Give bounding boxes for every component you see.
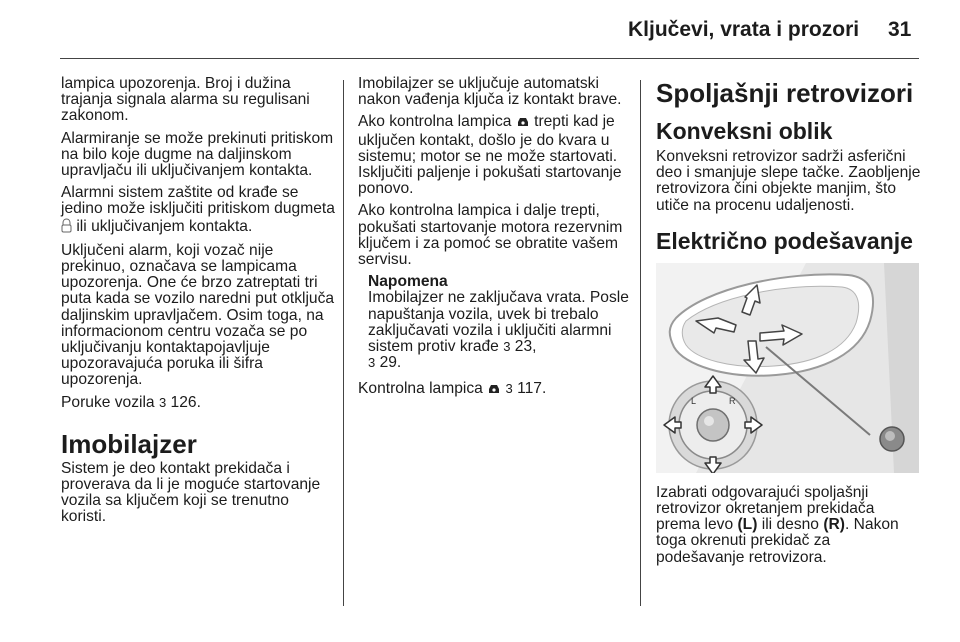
mirror-adjustment-illustration bbox=[656, 263, 919, 473]
column-left bbox=[61, 76, 337, 532]
switch-label-right: R bbox=[729, 395, 736, 406]
page-number: 31 bbox=[888, 18, 912, 41]
switch-label-left: L bbox=[691, 395, 697, 406]
page-reference: 23, bbox=[514, 338, 537, 356]
note-box bbox=[368, 274, 634, 371]
page-reference: 126 bbox=[170, 393, 197, 411]
arrow-reference-icon: 3 bbox=[503, 339, 511, 355]
arrow-reference-icon: 3 bbox=[158, 394, 167, 410]
column-right bbox=[656, 78, 922, 572]
text: Kontrolna lampica bbox=[358, 380, 483, 398]
page-reference: 117. bbox=[517, 380, 547, 398]
text: Izabrati odgovarajući spoljašnji retrovizor okretanjem prekidača prema levo bbox=[656, 483, 875, 534]
text: . Nakon toga okrenuti prekidač za podešavanje retrovizora. bbox=[656, 516, 899, 566]
note-title: Napomena bbox=[368, 273, 448, 291]
column-middle bbox=[358, 76, 634, 406]
immobilizer-lamp-icon bbox=[516, 116, 530, 132]
paragraph: Alarmiranje se može prekinuti pritiskom na bilo koje dugme na daljinskom upravljaču ili uključivanjem kontakta. bbox=[61, 129, 334, 180]
header-rule bbox=[60, 58, 919, 59]
header-title: Ključevi, vrata i prozori bbox=[628, 18, 860, 41]
paragraph bbox=[656, 485, 922, 566]
switch-right-label: (R) bbox=[823, 516, 845, 534]
text: Alarmni sistem zaštite od krađe se jedino može isključiti pritiskom dugmeta bbox=[61, 184, 335, 218]
paragraph bbox=[358, 114, 634, 197]
column-divider bbox=[640, 80, 641, 606]
text: Poruke vozila bbox=[61, 393, 155, 411]
paragraph: Imobilajzer se uključuje automatski nakon vađenja ključa iz kontakt brave. bbox=[358, 75, 622, 109]
paragraph bbox=[61, 185, 337, 237]
section-heading: Spoljašnji retrovizori bbox=[656, 78, 914, 108]
switch-left-label: (L) bbox=[737, 516, 758, 534]
text: ili uključivanjem kontakta. bbox=[76, 217, 253, 235]
text: ili desno bbox=[761, 516, 819, 534]
section-heading: Imobilajzer bbox=[61, 428, 197, 459]
text: Imobilajzer ne zaključava vrata. Posle napuštanja vozila, uvek bi trebalo zaključavati vozila i uključiti alarmni sistem protiv krađe bbox=[368, 289, 629, 356]
arrow-reference-icon: 3 bbox=[368, 355, 376, 371]
paragraph: Ako kontrolna lampica i dalje trepti, pokušati startovanje motora rezervnim ključem i za pomoć se obratite vašem servisu. bbox=[358, 202, 623, 269]
paragraph: Sistem je deo kontakt prekidača i proverava da li je moguće startovanje vozila sa ključem koji se trenutno koristi. bbox=[61, 459, 321, 526]
arrow-reference-icon: 3 bbox=[505, 381, 513, 397]
paragraph: Poruke vozila 3 126. bbox=[61, 393, 201, 411]
paragraph bbox=[358, 381, 634, 399]
key-button-icon bbox=[61, 218, 72, 237]
paragraph: Uključeni alarm, koji vozač nije prekinuo, označava se lampicama upozorenja. One će brzo zatreptati tri puta kada se vozilo naredni put otključa daljinskim upravljačem. Osim toga, na informacionom centru vozača se po uključivanju kontaktapojavljuje upozoravajuća poruka ili šifra upozorenja. bbox=[61, 241, 335, 389]
page-reference: 29. bbox=[379, 354, 402, 372]
subsection-heading: Električno podešavanje bbox=[656, 227, 913, 254]
text: Ako kontrolna lampica bbox=[358, 113, 512, 131]
paragraph: Konveksni retrovizor sadrži asferični deo i smanjuje slepe tačke. Zaobljenje retrovizora čini objekte manjim, što utiče na procenu udaljenosti. bbox=[656, 148, 921, 214]
paragraph: lampica upozorenja. Broj i dužina trajanja signala alarma su regulisani zakonom. bbox=[61, 75, 310, 125]
column-divider bbox=[343, 80, 344, 606]
subsection-heading: Konveksni oblik bbox=[656, 118, 833, 144]
note-text bbox=[368, 290, 634, 371]
immobilizer-lamp-icon bbox=[487, 383, 501, 399]
text: trepti kad je uključen kontakt, došlo je do kvara u sistemu; motor se ne može startovati. Isključiti paljenje i pokušati startovanje ponovo. bbox=[358, 113, 622, 198]
